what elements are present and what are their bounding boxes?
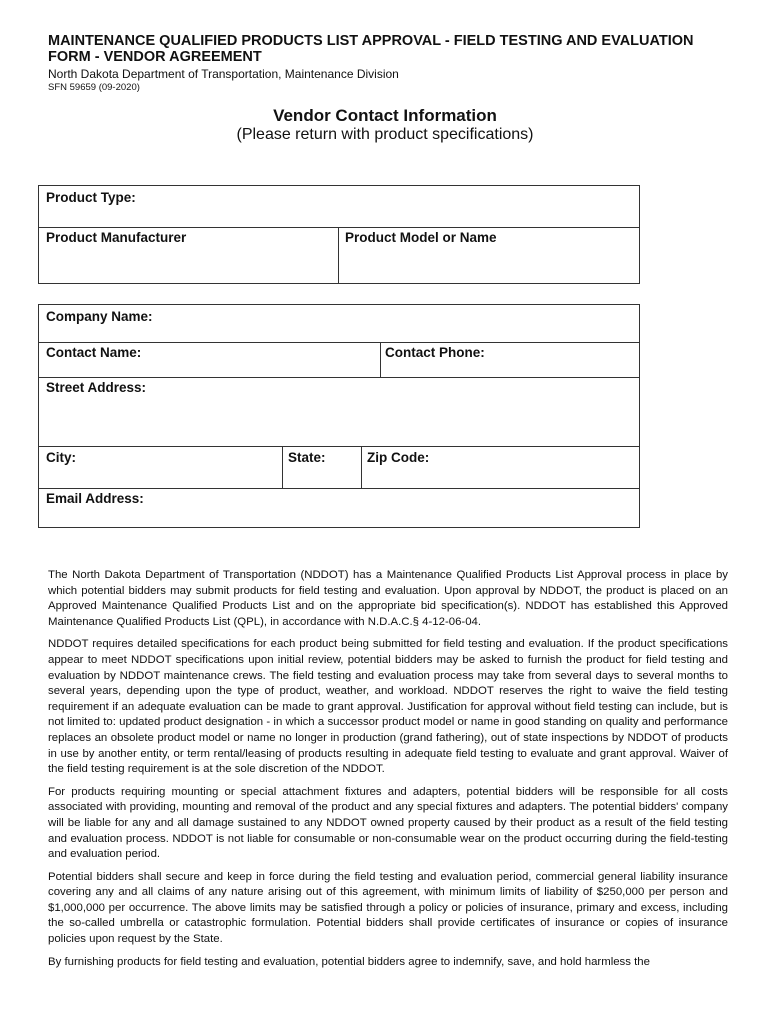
contact-name-field[interactable]: Contact Name: xyxy=(46,345,142,360)
section-subtitle: (Please return with product specifications) xyxy=(236,126,534,143)
department-name: North Dakota Department of Transportation, Maintenance Division xyxy=(48,67,399,81)
state-field[interactable]: State: xyxy=(288,450,326,465)
paragraph: By furnishing products for field testing and evaluation, potential bidders agree to indemnify, save, and hold harmless the xyxy=(48,955,650,968)
contact-phone-field[interactable]: Contact Phone: xyxy=(385,345,485,360)
city-field[interactable]: City: xyxy=(46,450,76,465)
form-title: MAINTENANCE QUALIFIED PRODUCTS LIST APPROVAL - FIELD TESTING AND EVALUATION FORM - VENDOR AGREEMENT xyxy=(48,33,694,65)
product-manufacturer-field[interactable]: Product Manufacturer xyxy=(46,230,187,245)
company-name-field[interactable]: Company Name: xyxy=(46,309,153,324)
paragraph: The North Dakota Department of Transportation (NDDOT) has a Maintenance Qualified Products List Approval process in place by which potential bidders may submit products for field testing and evaluation. Upon approval by NDDOT, the product is placed on an Approved Maintenance Qualified Products List and on the appropriate bid specification(s). NDDOT has established this Approved Maintenance Qualified Products List (QPL), in accordance with N.D.A.C.§ 4-12-06-04. xyxy=(48,569,728,628)
product-info-box xyxy=(38,185,640,284)
section-title: Vendor Contact Information xyxy=(273,106,497,125)
street-address-field[interactable]: Street Address: xyxy=(46,380,147,395)
form-number: SFN 59659 (09-2020) xyxy=(48,82,140,93)
zip-code-field[interactable]: Zip Code: xyxy=(367,450,430,465)
paragraph: Potential bidders shall secure and keep in force during the field testing and evaluation period, commercial general liability insurance covering any and all claims of any nature arising out of this agreement, with minimum limits of liability of $250,000 per person and $1,000,000 per occurrence. The above limits may be satisfied through a policy or policies of insurance, primary and excess, including the so-called umbrella or catastrophic formulation. Potential bidders shall provide certificates of insurance or copies of insurance policies upon request by the State. xyxy=(48,870,728,946)
product-type-field[interactable]: Product Type: xyxy=(46,190,136,205)
product-model-field[interactable]: Product Model or Name xyxy=(345,230,497,245)
paragraph: NDDOT requires detailed specifications for each product being submitted for field testing and evaluation. If the product specifications appear to meet NDDOT specifications upon initial review, potential bidders may be asked to furnish the product for field testing and evaluation by NDDOT maintenance crews. The field testing and evaluation process may take from several days to several months to several years, depending upon the type of product, weather, and workload. NDDOT reserves the right to waive the field testing requirement if an adequate evaluation can be made to grant approval. Justification for approval without field testing can include, but is not limited to: updated product designation - in which a successor product model or name in good standing on quality and performance replaces an obsolete product model or name no longer in production (grand fathering), out of state inspections by NDDOT of products in use by another entity, or term rental/leasing of products resulting in adequate field testing to evaluate and grant approval. Waiver of the field testing requirement is at the sole discretion of the NDDOT. xyxy=(48,638,728,776)
paragraph: For products requiring mounting or special attachment fixtures and adapters, potential bidders will be responsible for all costs associated with providing, mounting and removal of the product and any special fixtures and adapters. The potential bidders' company will be liable for any and all damage sustained to any NDDOT owned property caused by their product as a result of the field testing and evaluation process. NDDOT is not liable for consumable or non-consumable wear on the product occurring during the field-testing and evaluation period. xyxy=(48,785,728,861)
company-info-box xyxy=(38,304,640,528)
agreement-text xyxy=(48,568,728,977)
email-address-field[interactable]: Email Address: xyxy=(46,491,144,506)
